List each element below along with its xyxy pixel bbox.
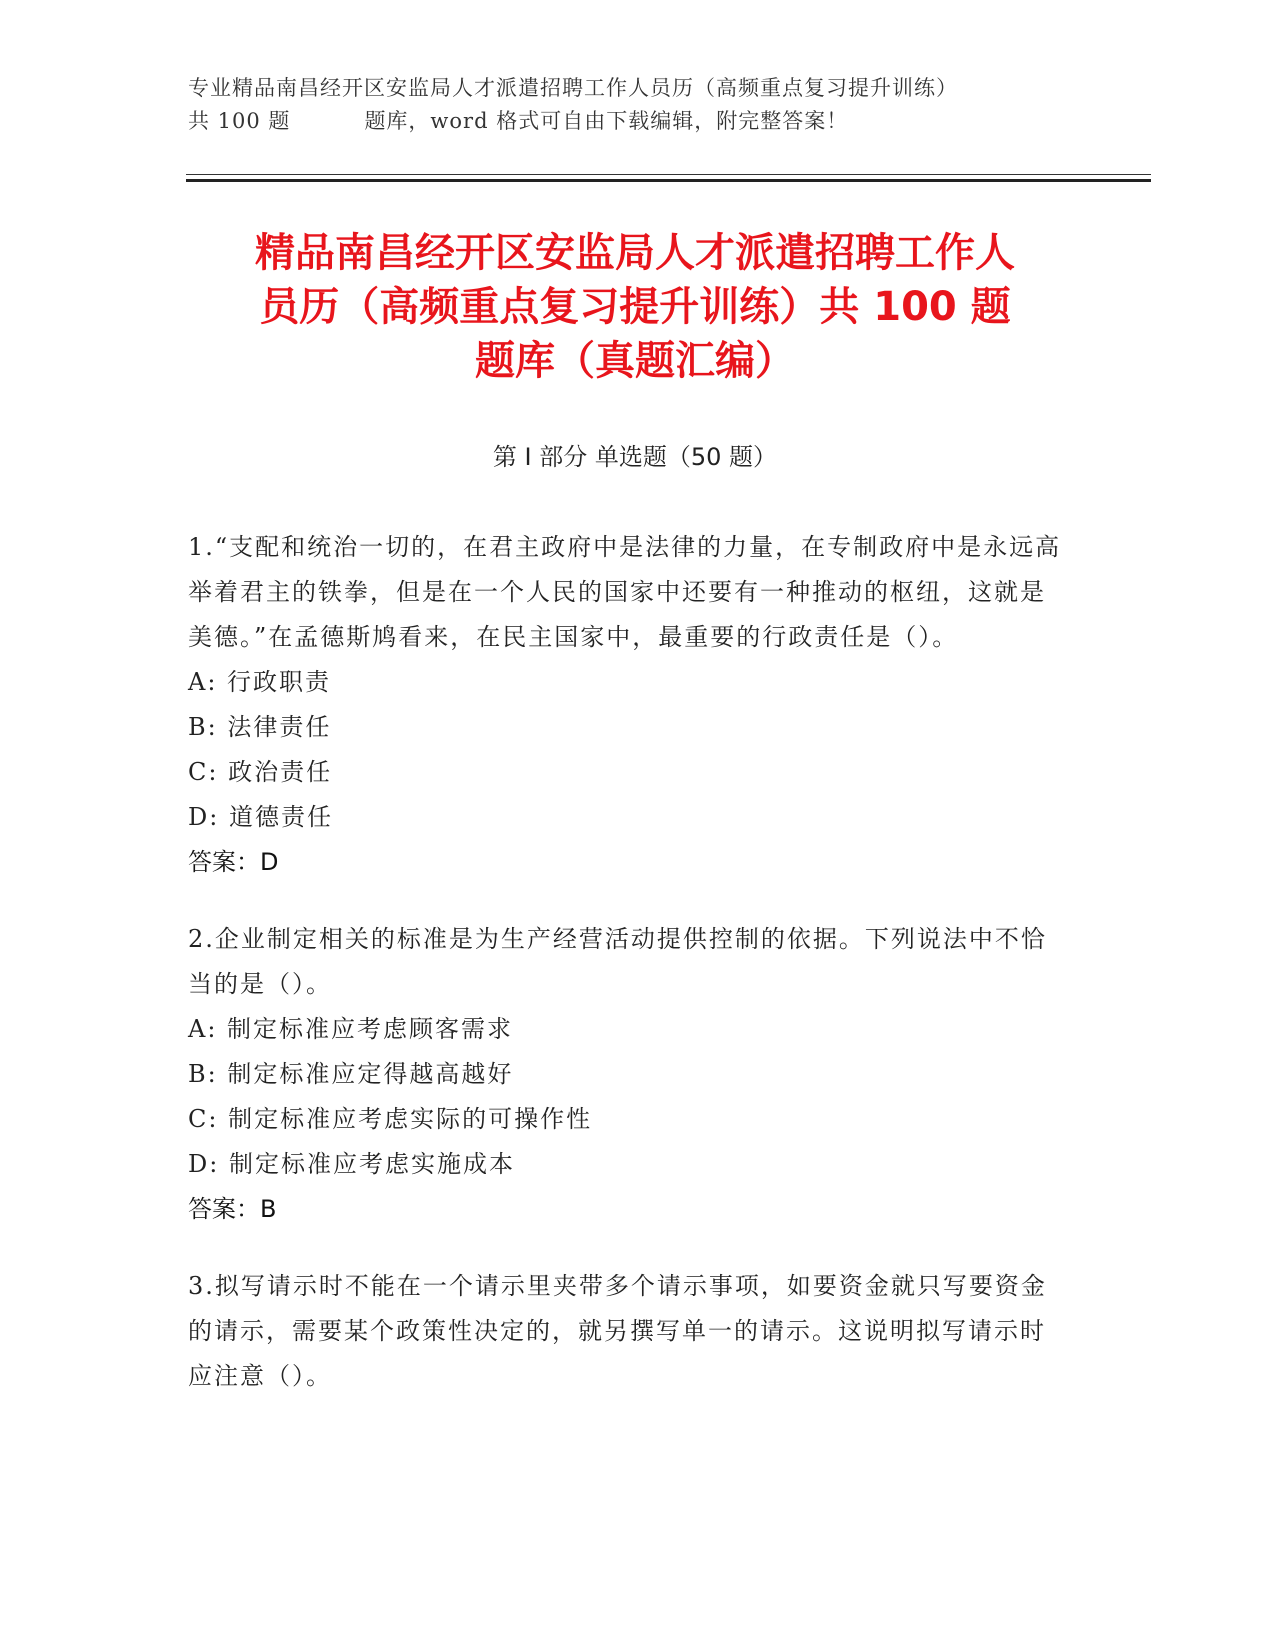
header-line-1: 专业精品南昌经开区安监局人才派遣招聘工作人员历（高频重点复习提升训练） — [188, 76, 958, 100]
option-c: C: 政治责任 — [188, 758, 333, 786]
header-divider-thin — [186, 174, 1151, 175]
page-header — [188, 72, 1068, 138]
answer: 答案：B — [188, 1195, 277, 1223]
question-2 — [188, 917, 1068, 1232]
title-line-2: 员历（高频重点复习提升训练）共 100 题 — [259, 284, 1011, 330]
option-b: B: 法律责任 — [188, 713, 332, 741]
header-line-2 — [188, 105, 1068, 138]
option-a: A: 制定标准应考虑顾客需求 — [188, 1015, 514, 1043]
question-stem: 1.“支配和统治一切的，在君主政府中是法律的力量，在专制政府中是永远高举着君主的铁拳，但是在一个人民的国家中还要有一种推动的枢纽，这就是美德。”在孟德斯鸠看来，在民主国家中，最重要的行政责任是（）。 — [188, 533, 1062, 651]
option-b: B: 制定标准应定得越高越好 — [188, 1060, 514, 1088]
option-c: C: 制定标准应考虑实际的可操作性 — [188, 1105, 593, 1133]
question-stem: 2.企业制定相关的标准是为生产经营活动提供控制的依据。下列说法中不恰当的是（）。 — [188, 925, 1047, 998]
title-line-1: 精品南昌经开区安监局人才派遣招聘工作人 — [255, 230, 1015, 276]
question-1 — [188, 525, 1068, 885]
answer: 答案：D — [188, 848, 279, 876]
option-d: D: 道德责任 — [188, 803, 333, 831]
option-a: A: 行政职责 — [188, 668, 332, 696]
header-count: 共 100 题 — [188, 109, 291, 133]
document-title — [190, 226, 1080, 388]
question-3 — [188, 1264, 1068, 1399]
header-note: 题库，word 格式可自由下载编辑，附完整答案！ — [364, 109, 849, 133]
option-d: D: 制定标准应考虑实施成本 — [188, 1150, 515, 1178]
question-list — [188, 525, 1068, 1431]
title-line-3: 题库（真题汇编） — [475, 338, 795, 384]
section-title: 第 I 部分 单选题（50 题） — [492, 443, 778, 471]
header-divider-thick — [186, 179, 1151, 182]
question-stem: 3.拟写请示时不能在一个请示里夹带多个请示事项，如要资金就只写要资金的请示，需要某个政策性决定的，就另撰写单一的请示。这说明拟写请示时应注意（）。 — [188, 1272, 1047, 1390]
